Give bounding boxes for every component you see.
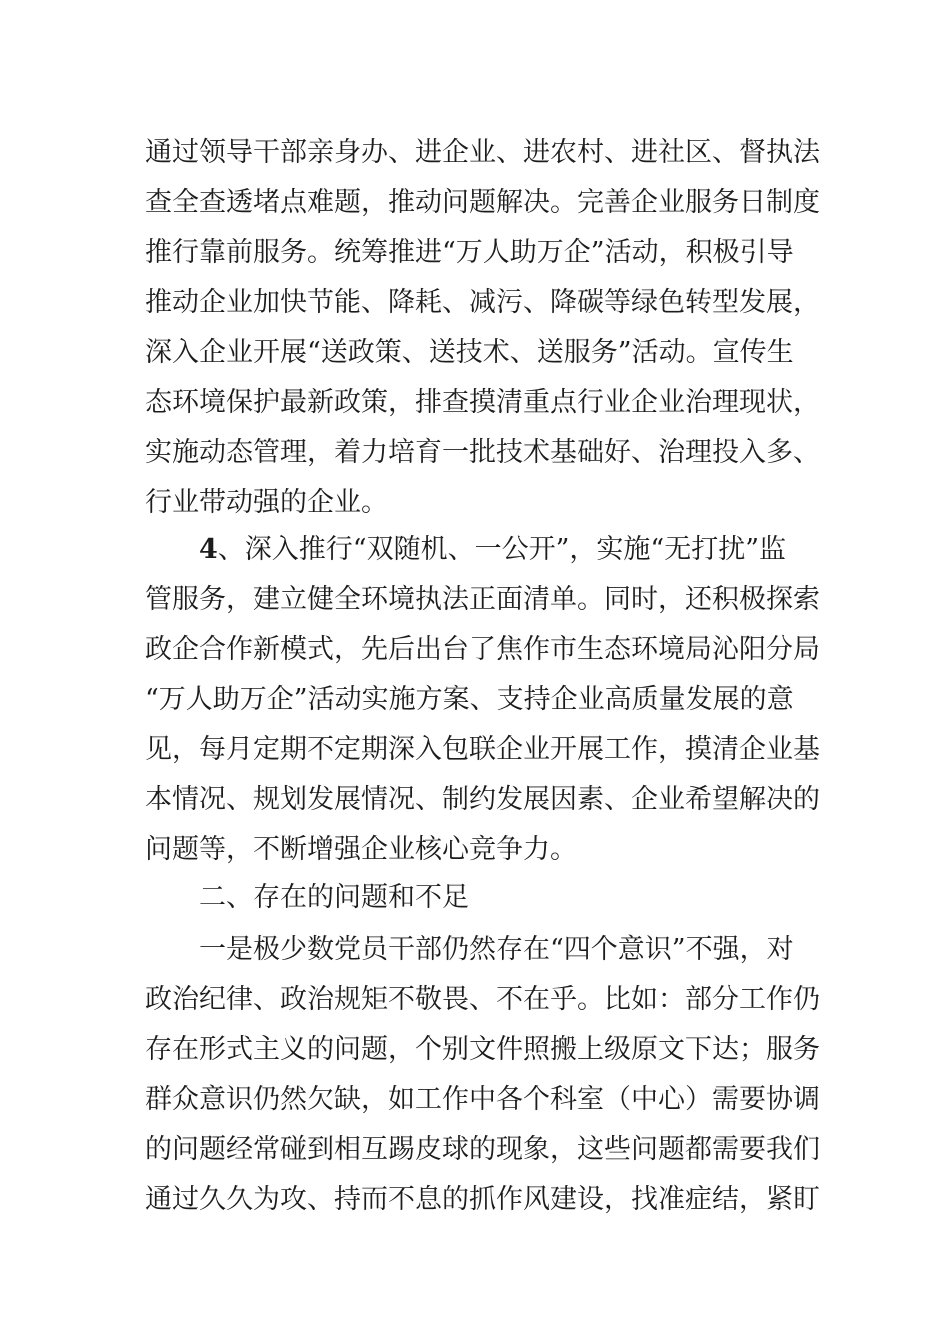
text-line-first xyxy=(145,525,825,575)
text-line: 见，每月定期不定期深入包联企业开展工作，摸清企业基 xyxy=(145,734,820,765)
text-line: 政企合作新模式，先后出台了焦作市生态环境局沁阳分局 xyxy=(145,634,820,665)
text-line: 管服务，建立健全环境执法正面清单。同时，还积极探索 xyxy=(145,584,820,615)
text-line: 本情况、规划发展情况、制约发展因素、企业希望解决的 xyxy=(145,784,820,815)
text-line: 群众意识仍然欠缺，如工作中各个科室（中心）需要协调 xyxy=(145,1084,820,1115)
text-line: 实施动态管理，着力培育一批技术基础好、治理投入多、 xyxy=(145,437,820,468)
paragraph-service-measures xyxy=(145,128,825,528)
text-line: 推行靠前服务。统筹推进“万人助万企”活动，积极引导 xyxy=(145,237,794,268)
text-line: 查全查透堵点难题，推动问题解决。完善企业服务日制度 xyxy=(145,187,820,218)
text-line: 的问题经常碰到相互踢皮球的现象，这些问题都需要我们 xyxy=(145,1134,820,1165)
text-line: 深入企业开展“送政策、送技术、送服务”活动。宣传生 xyxy=(145,337,794,368)
text-line: 一是极少数党员干部仍然存在“四个意识”不强，对 xyxy=(199,934,794,965)
text-line: 推动企业加快节能、降耗、减污、降碳等绿色转型发展， xyxy=(145,287,820,318)
heading-problems: 二、存在的问题和不足 xyxy=(199,882,469,913)
text-line: 行业带动强的企业。 xyxy=(145,487,388,518)
paragraph-item-4 xyxy=(145,525,825,875)
text-line: 通过领导干部亲身办、进企业、进农村、进社区、督执法 xyxy=(145,137,820,168)
text-line: 态环境保护最新政策，排查摸清重点行业企业治理现状， xyxy=(145,387,820,418)
text-line: “万人助万企”活动实施方案、支持企业高质量发展的意 xyxy=(145,684,794,715)
section-heading xyxy=(145,873,825,923)
text-line: 存在形式主义的问题，个别文件照搬上级原文下达；服务 xyxy=(145,1034,820,1065)
paragraph-problems xyxy=(145,925,825,1225)
text-line-rest: 、深入推行“双随机、一公开”，实施“无打扰”监 xyxy=(217,534,787,565)
text-line: 问题等，不断增强企业核心竞争力。 xyxy=(145,834,577,865)
item-number: 4 xyxy=(199,534,218,565)
text-line: 通过久久为攻、持而不息的抓作风建设，找准症结，紧盯 xyxy=(145,1184,820,1215)
text-line: 政治纪律、政治规矩不敬畏、不在乎。比如：部分工作仍 xyxy=(145,984,820,1015)
